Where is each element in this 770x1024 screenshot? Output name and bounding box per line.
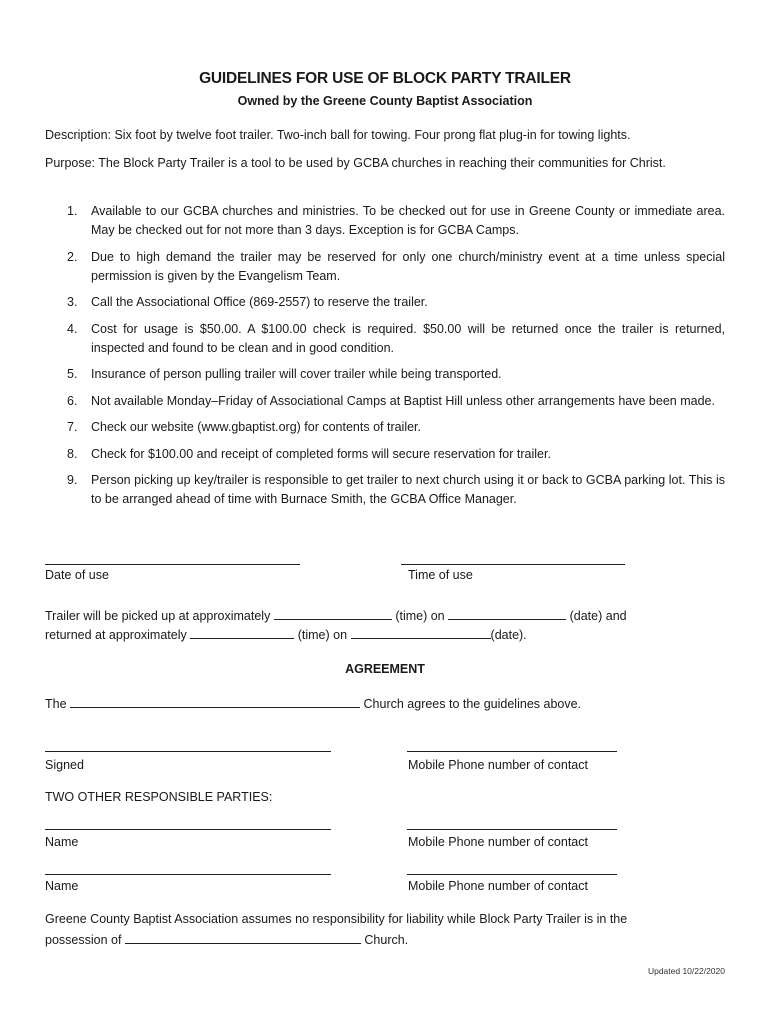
time-of-use-label: Time of use [408, 568, 473, 582]
return-time-blank[interactable] [190, 625, 294, 639]
guideline-item: 4. Cost for usage is $50.00. A $100.00 check is required. $50.00 will be returned once the trailer is returned, inspected and found to be clean and in good condition. [67, 321, 725, 355]
date-of-use-line[interactable] [45, 564, 300, 565]
return-date-blank[interactable] [351, 625, 491, 639]
date-of-use-label: Date of use [45, 568, 109, 582]
purpose-paragraph: Purpose: The Block Party Trailer is a tool to be used by GCBA churches in reaching their communities for Christ. [45, 156, 666, 170]
time-of-use-line[interactable] [401, 564, 625, 565]
mobile-phone-line[interactable] [407, 751, 617, 752]
guideline-item: 3. Call the Associational Office (869-2557) to reserve the trailer. [67, 295, 428, 309]
name-1-line[interactable] [45, 829, 331, 830]
pickup-time-blank[interactable] [274, 606, 392, 620]
mobile-phone-1-line[interactable] [407, 829, 617, 830]
mobile-phone-1-label: Mobile Phone number of contact [408, 835, 588, 849]
pickup-line: Trailer will be picked up at approximately (time) on (date) and [45, 606, 627, 623]
guidelines-list [45, 202, 725, 517]
other-parties-heading: TWO OTHER RESPONSIBLE PARTIES: [45, 790, 273, 804]
church-agreement-line: The Church agrees to the guidelines above. [45, 694, 581, 711]
mobile-phone-label: Mobile Phone number of contact [408, 758, 588, 772]
mobile-phone-2-line[interactable] [407, 874, 617, 875]
guideline-item: 5. Insurance of person pulling trailer will cover trailer while being transported. [67, 367, 502, 381]
name-1-label: Name [45, 835, 79, 849]
name-2-label: Name [45, 879, 79, 893]
document-title: GUIDELINES FOR USE OF BLOCK PARTY TRAILER [199, 70, 571, 87]
church-name-blank[interactable] [70, 694, 360, 708]
guideline-item: 9. Person picking up key/trailer is responsible to get trailer to next church using it or back to GCBA parking lot. This is to be arranged ahead of time with Burnace Smith, the GCBA Office Manager. [67, 473, 725, 506]
agreement-heading: AGREEMENT [345, 662, 425, 676]
updated-date: Updated 10/22/2020 [647, 966, 725, 976]
guideline-item: 1. Available to our GCBA churches and ministries. To be checked out for use in Greene County or immediate area. May be checked out for not more than 3 days. Exception is for GCBA Camps. [67, 204, 725, 237]
guideline-item: 8. Check for $100.00 and receipt of completed forms will secure reservation for trailer. [67, 446, 551, 461]
guideline-item: 2. Due to high demand the trailer may be reserved for only one church/ministry event at a time unless special permission is given by the Evangelism Team. [67, 249, 725, 283]
name-2-line[interactable] [45, 874, 331, 875]
return-line: returned at approximately (time) on (date). [45, 625, 527, 642]
description-paragraph: Description: Six foot by twelve foot trailer. Two-inch ball for towing. Four prong flat plug-in for towing lights. [45, 128, 631, 142]
liability-paragraph: Greene County Baptist Association assumes no responsibility for liability while Block Party Trailer is in the [45, 912, 628, 926]
guideline-item: 7. Check our website (www.gbaptist.org) for contents of trailer. [67, 420, 422, 434]
document-subtitle: Owned by the Greene County Baptist Association [237, 94, 533, 108]
signed-label: Signed [45, 758, 84, 772]
possession-line: possession of Church. [45, 930, 408, 947]
pickup-date-blank[interactable] [448, 606, 566, 620]
mobile-phone-2-label: Mobile Phone number of contact [408, 879, 588, 893]
signature-line[interactable] [45, 751, 331, 752]
guideline-item: 6. Not available Monday–Friday of Associational Camps at Baptist Hill unless other arrangements have been made. [67, 393, 715, 408]
possession-church-blank[interactable] [125, 930, 361, 944]
